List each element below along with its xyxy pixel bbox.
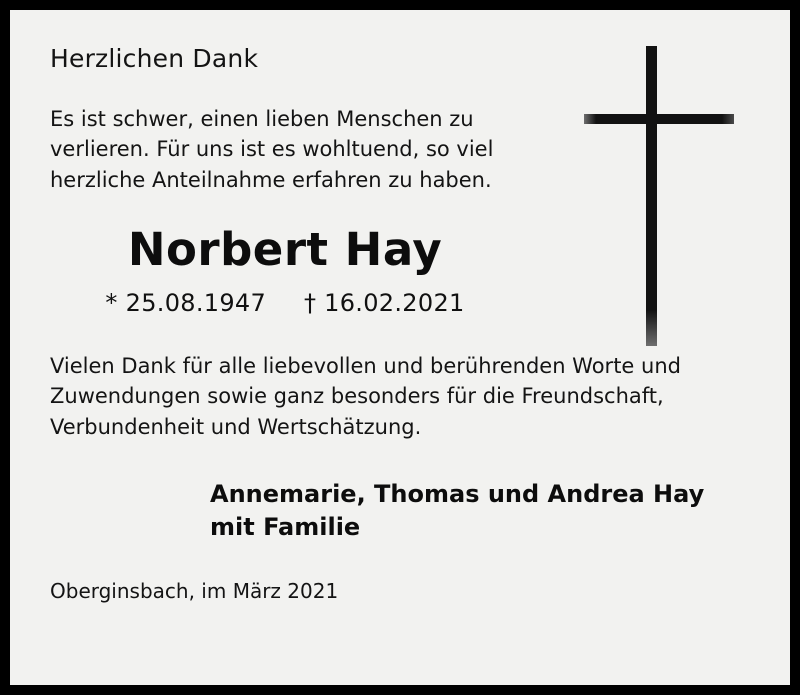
- life-dates: [50, 289, 520, 317]
- deceased-name: Norbert Hay: [127, 223, 443, 277]
- obituary-content: [10, 10, 790, 685]
- page-title: Herzlichen Dank: [50, 44, 259, 73]
- intro-text: Es ist schwer, einen lieben Menschen zu verlieren. Für uns ist es wohltuend, so viel herzliche Anteilnahme erfahren zu haben.: [50, 107, 494, 192]
- family-signature: Annemarie, Thomas und Andrea Hay mit Familie: [210, 480, 705, 541]
- birth-date: * 25.08.1947: [105, 288, 267, 317]
- thanks-text: Vielen Dank für alle liebevollen und berührenden Worte und Zuwendungen sowie ganz besonders für die Freundschaft, Verbundenheit und Wertschätzung.: [50, 353, 681, 439]
- cross-vertical-bar: [646, 46, 657, 346]
- place-and-date: Oberginsbach, im März 2021: [50, 578, 339, 603]
- cross-horizontal-bar: [584, 114, 734, 124]
- death-date: † 16.02.2021: [303, 288, 465, 317]
- christian-cross-icon: [584, 46, 734, 346]
